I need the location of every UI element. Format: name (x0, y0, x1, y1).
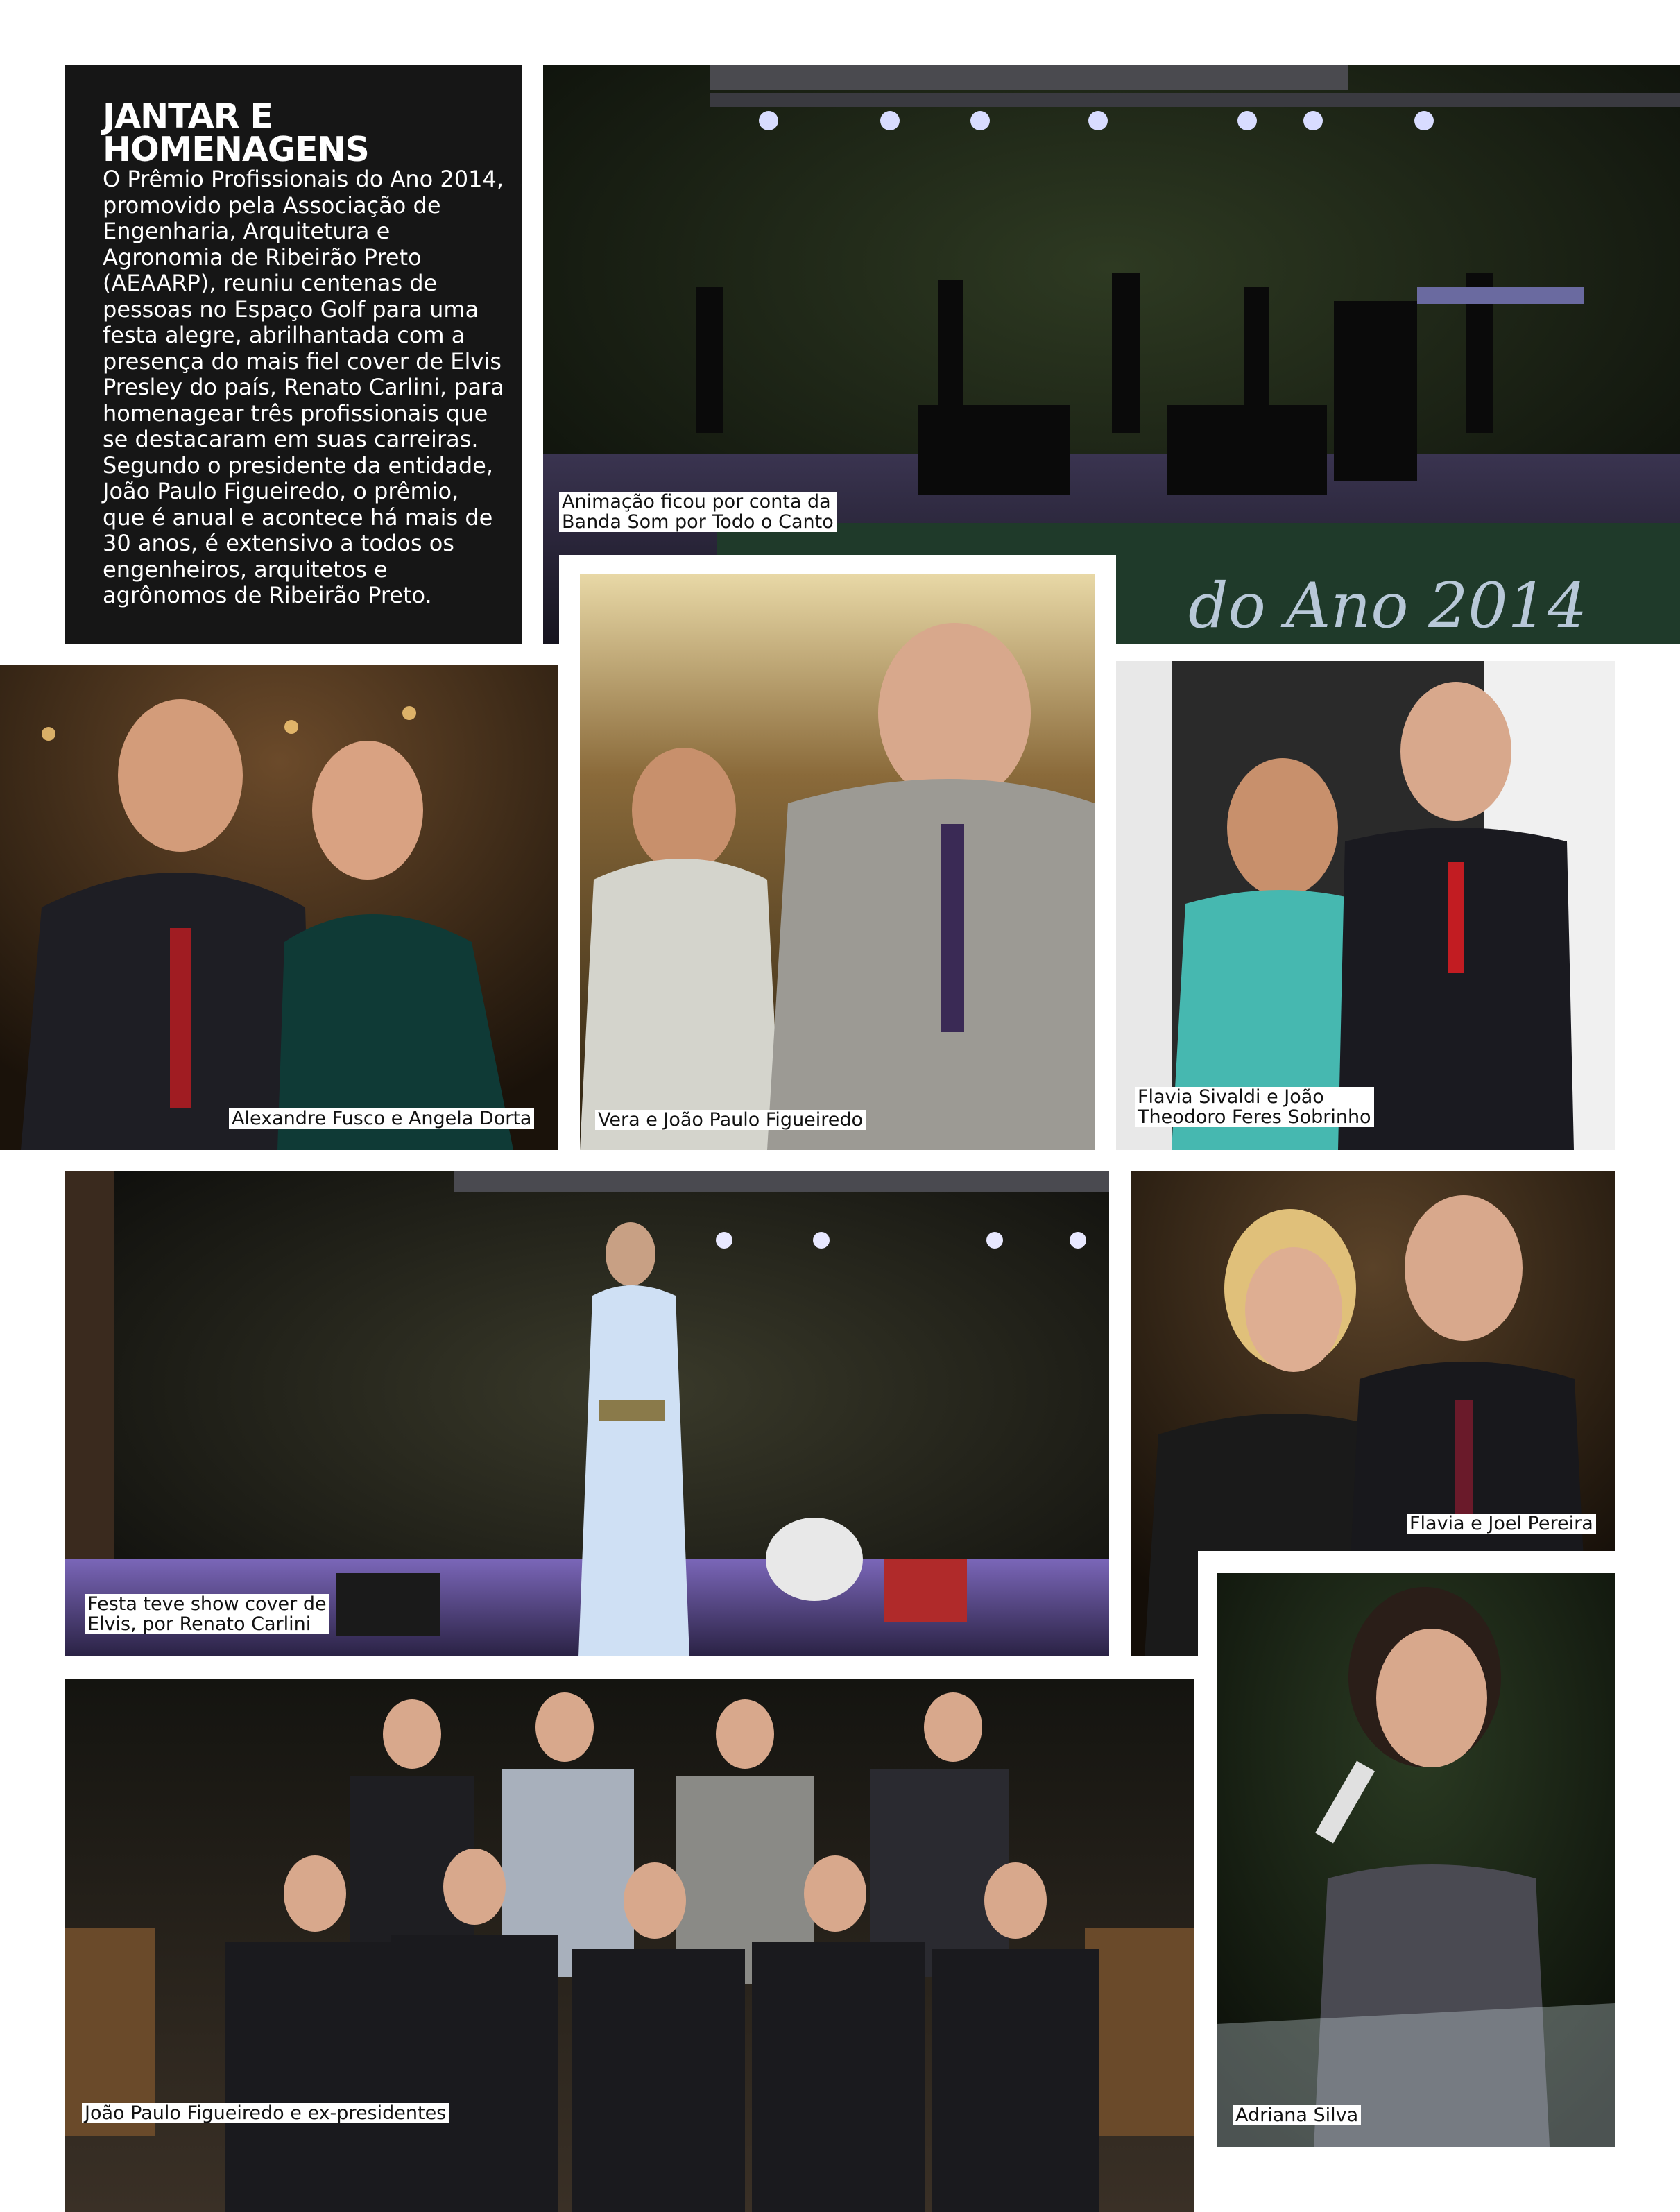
flavia-joao-photo (1116, 661, 1615, 1150)
flavia-joel-caption: Flavia e Joel Pereira (1407, 1514, 1596, 1534)
elvis-cover-photo (65, 1171, 1109, 1656)
alexandre-angela-photo (0, 665, 558, 1150)
article-title: JANTAR E HOMENAGENS (103, 96, 369, 169)
stage-banner-text: do Ano 2014 (1188, 569, 1588, 642)
adriana-silva-photo (1217, 1573, 1615, 2147)
article-box (65, 65, 522, 644)
vera-caption: Vera e João Paulo Figueiredo (595, 1110, 866, 1130)
adriana-caption: Adriana Silva (1233, 2105, 1361, 2125)
group-caption: João Paulo Figueiredo e ex-presidentes (82, 2103, 449, 2123)
alexandre-caption: Alexandre Fusco e Angela Dorta (229, 1108, 534, 1129)
group-photo (65, 1679, 1194, 2212)
band-caption: Animação ficou por conta da Banda Som por Todo o Canto (559, 492, 837, 532)
vera-joao-photo (580, 574, 1095, 1150)
flavia-sivaldi-caption: Flavia Sivaldi e João Theodoro Feres Sobrinho (1135, 1087, 1374, 1127)
elvis-caption: Festa teve show cover de Elvis, por Renato Carlini (85, 1594, 329, 1634)
article-body: O Prêmio Profissionais do Ano 2014, promovido pela Associação de Engenharia, Arquitetura e Agronomia de Ribeirão Preto (AEAARP), reuniu centenas de pessoas no Espaço Golf para uma festa alegre, abrilhantada com a presença do mais fiel cover de Elvis Presley do país, Renato Carlini, para homenagear três profissionais que se destacaram em suas carreiras. Segundo o presidente da entidade, João Paulo Figueiredo, o prêmio, que é anual e acontece há mais de 30 anos, é extensivo a todos os engenheiros, arquitetos e agrônomos de Ribeirão Preto. (103, 166, 504, 608)
